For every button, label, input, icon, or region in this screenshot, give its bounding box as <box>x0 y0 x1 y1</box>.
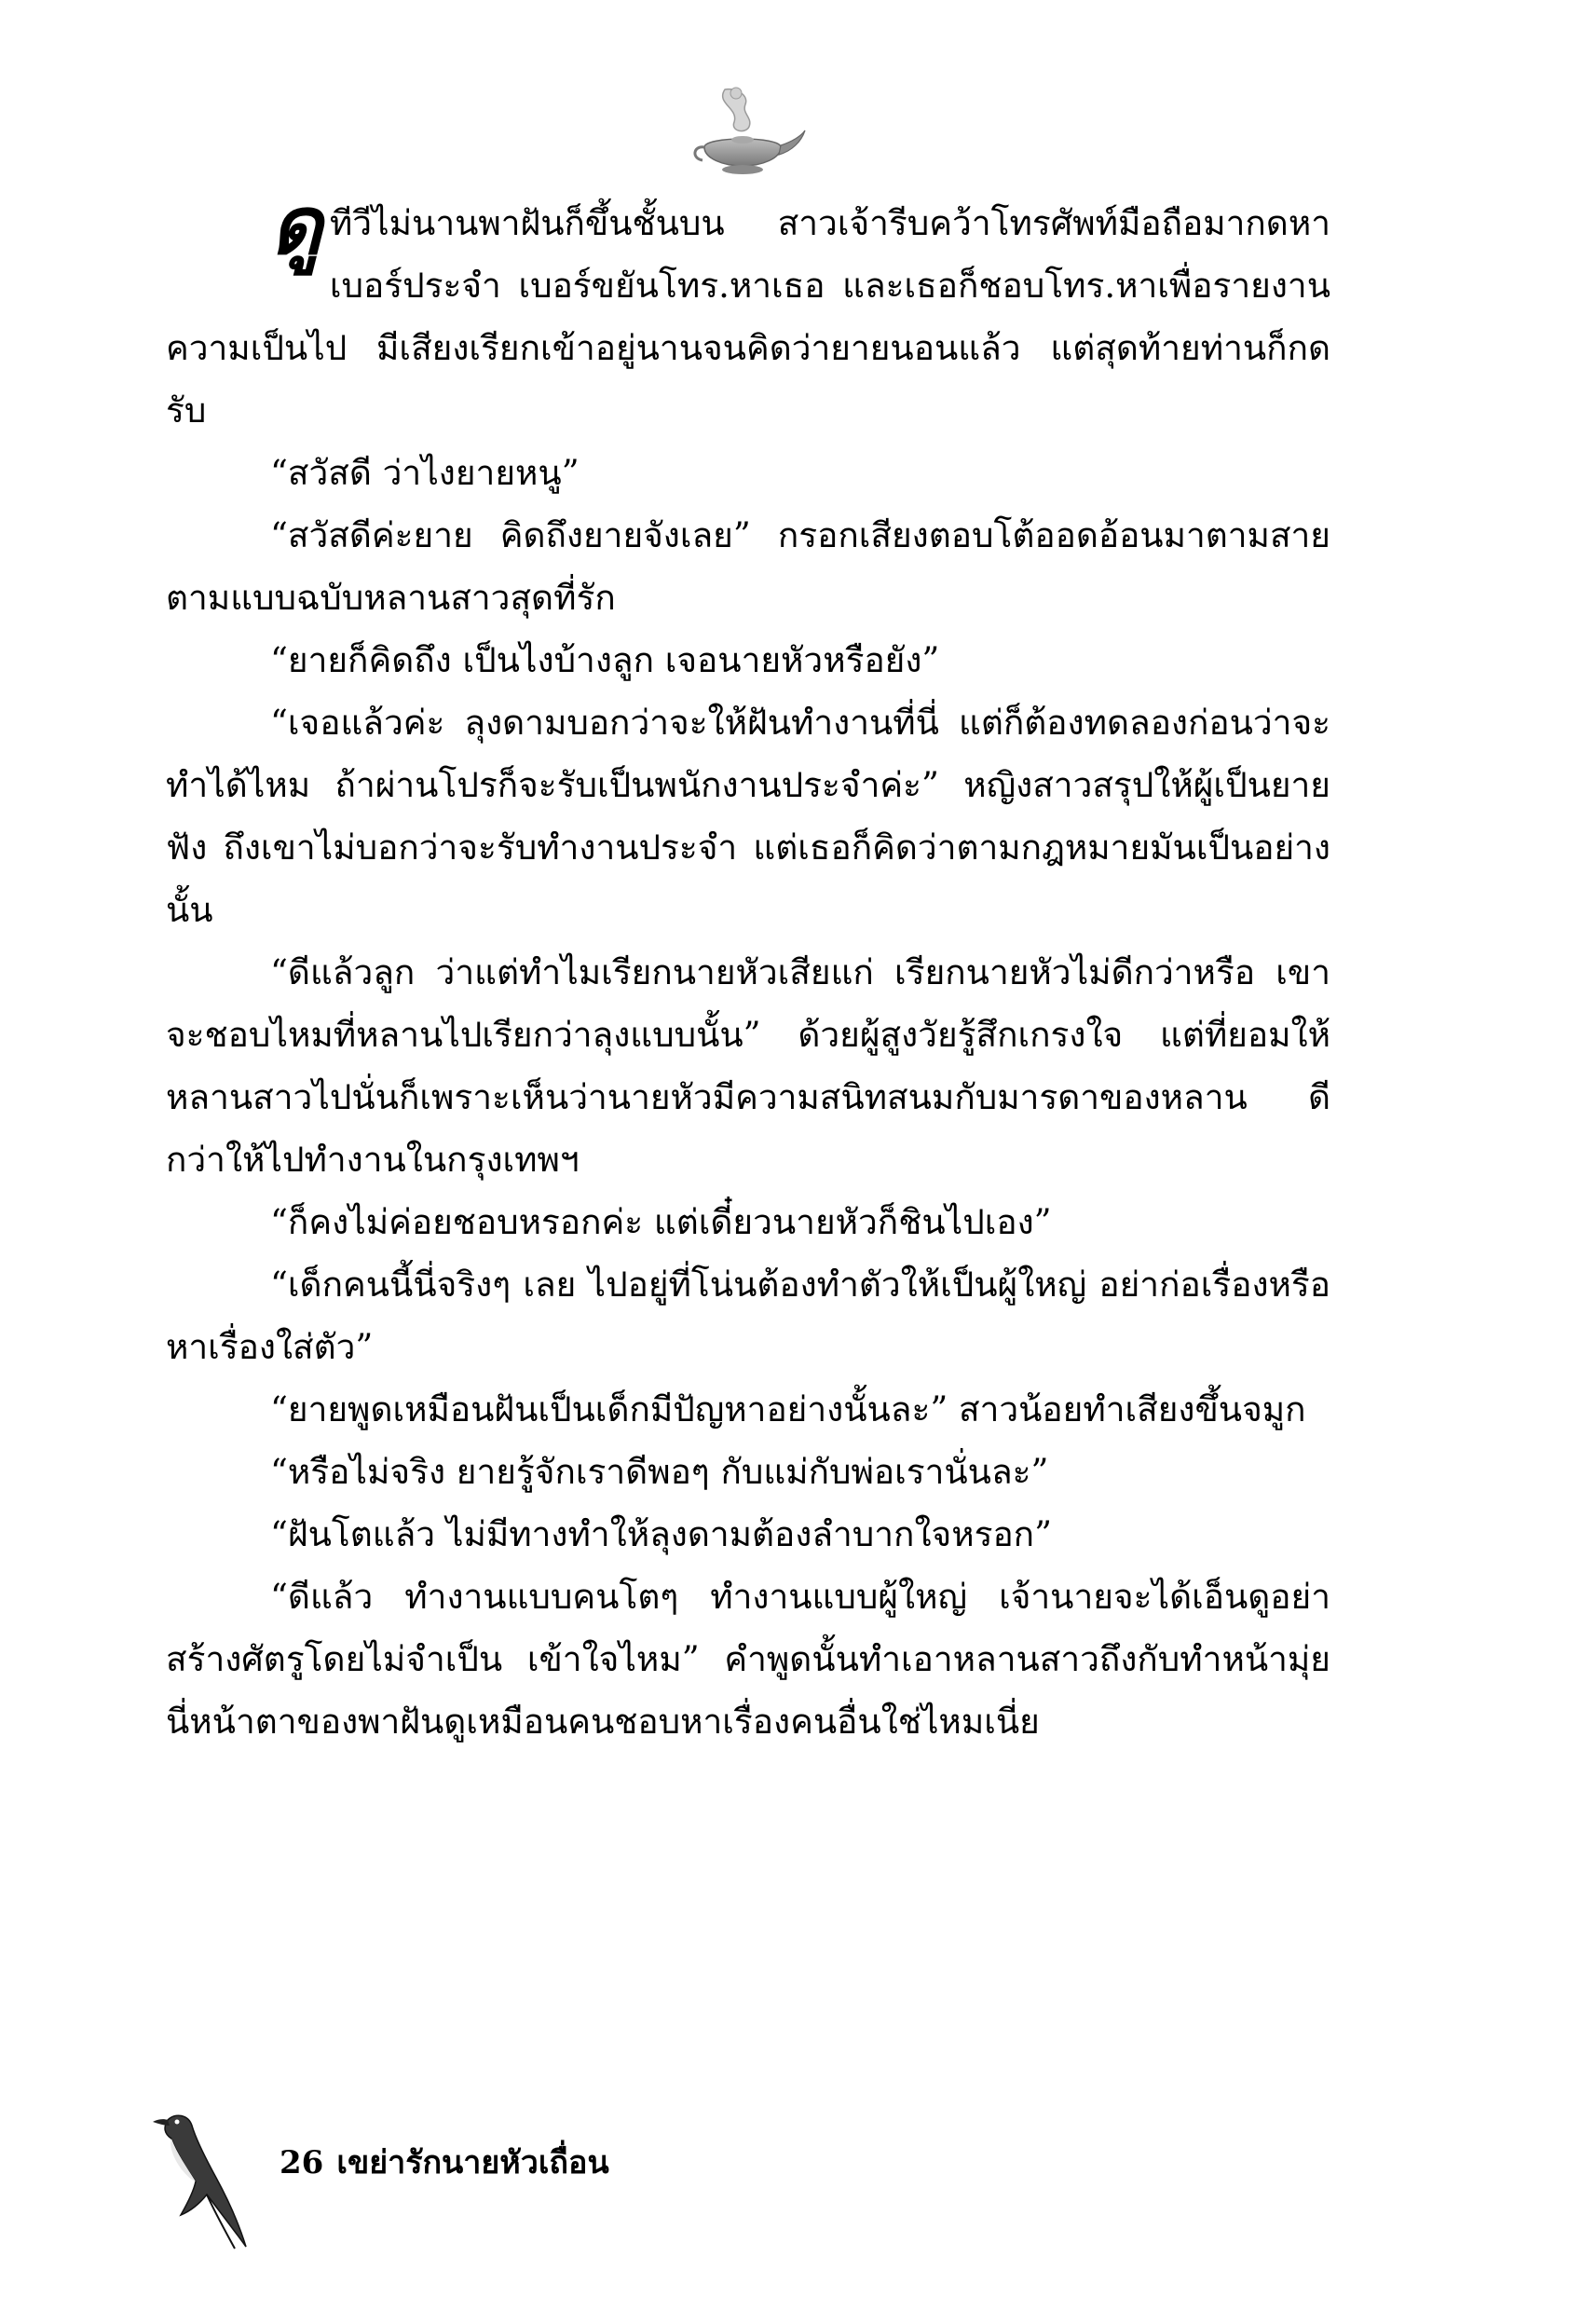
dropcap: ดู <box>270 179 322 273</box>
paragraph-5: “เจอแล้วค่ะ ลุงดามบอกว่าจะให้ฝันทำงานที่นี่ แต่ก็ต้องทดลองก่อนว่าจะทำได้ไหม ถ้าผ่านโปรก็จะรับเป็นพนักงานประจำค่ะ” หญิงสาวสรุปให้ผู้เป็นยายฟัง ถึงเขาไม่บอกว่าจะรับทำงานประจำ แต่เธอก็คิดว่าตามกฎหมายมันเป็นอย่างนั้น <box>166 703 1330 930</box>
paragraph-8: “เด็กคนนี้นี่จริงๆ เลย ไปอยู่ที่โน่นต้องทำตัวให้เป็นผู้ใหญ่ อย่าก่อเรื่องหรือหาเรื่องใส่ตัว” <box>166 1265 1330 1367</box>
genie-lamp-icon <box>688 80 809 183</box>
paragraph-1 <box>166 179 1330 442</box>
paragraph-7: “ก็คงไม่ค่อยชอบหรอกค่ะ แต่เดี๋ยวนายหัวก็ชินไปเอง” <box>270 1202 1052 1242</box>
paragraph-4: “ยายก็คิดถึง เป็นไงบ้างลูก เจอนายหัวหรือยัง” <box>270 640 940 680</box>
paragraph-6: “ดีแล้วลูก ว่าแต่ทำไมเรียกนายหัวเสียแก่ เรียกนายหัวไม่ดีกว่าหรือ เขาจะชอบไหมที่หลานไปเรียกว่าลุงแบบนั้น” ด้วยผู้สูงวัยรู้สึกเกรงใจ แต่ที่ยอมให้หลานสาวไปนั่นก็เพราะเห็นว่านายหัวมีความสนิทสนมกับมารดาของหลาน ดีกว่าให้ไปทำงานในกรุงเทพฯ <box>166 952 1330 1180</box>
book-title: เขย่ารักนายหัวเถื่อน <box>336 2144 609 2181</box>
footer-text <box>280 2137 622 2187</box>
body-text <box>166 179 1330 1753</box>
paragraph-12: “ดีแล้ว ทำงานแบบคนโตๆ ทำงานแบบผู้ใหญ่ เจ้านายจะได้เอ็นดูอย่าสร้างศัตรูโดยไม่จำเป็น เข้าใจไหม” คำพูดนั้นทำเอาหลานสาวถึงกับทำหน้ามุ่ย นี่หน้าตาของพาฝันดูเหมือนคนชอบหาเรื่องคนอื่นใช่ไหมเนี่ย <box>166 1577 1330 1742</box>
paragraph-3: “สวัสดีค่ะยาย คิดถึงยายจังเลย” กรอกเสียงตอบโต้ออดอ้อนมาตามสายตามแบบฉบับหลานสาวสุดที่รัก <box>166 515 1330 618</box>
paragraph-2: “สวัสดี ว่าไงยายหนู” <box>270 453 580 493</box>
paragraph-10: “หรือไม่จริง ยายรู้จักเราดีพอๆ กับแม่กับพ่อเรานั่นละ” <box>270 1452 1049 1492</box>
paragraph-text: ทีวีไม่นานพาฝันก็ขึ้นชั้นบน สาวเจ้ารีบคว้าโทรศัพท์มือถือมากดหาเบอร์ประจำ เบอร์ขยันโทร.หาเธอ และเธอก็ชอบโทร.หาเพื่อรายงานความเป็นไป มีเสียงเรียกเข้าอยู่นานจนคิดว่ายายนอนแล้ว แต่สุดท้ายท่านก็กดรับ <box>166 203 1330 431</box>
page-number: 26 <box>280 2144 324 2181</box>
paragraph-11: “ฝันโตแล้ว ไม่มีทางทำให้ลุงดามต้องลำบากใจหรอก” <box>270 1514 1053 1554</box>
page-footer <box>149 2101 894 2250</box>
swallow-bird-icon <box>149 2101 252 2250</box>
paragraph-9: “ยายพูดเหมือนฝันเป็นเด็กมีปัญหาอย่างนั้นละ” สาวน้อยทำเสียงขึ้นจมูก <box>270 1389 1306 1429</box>
